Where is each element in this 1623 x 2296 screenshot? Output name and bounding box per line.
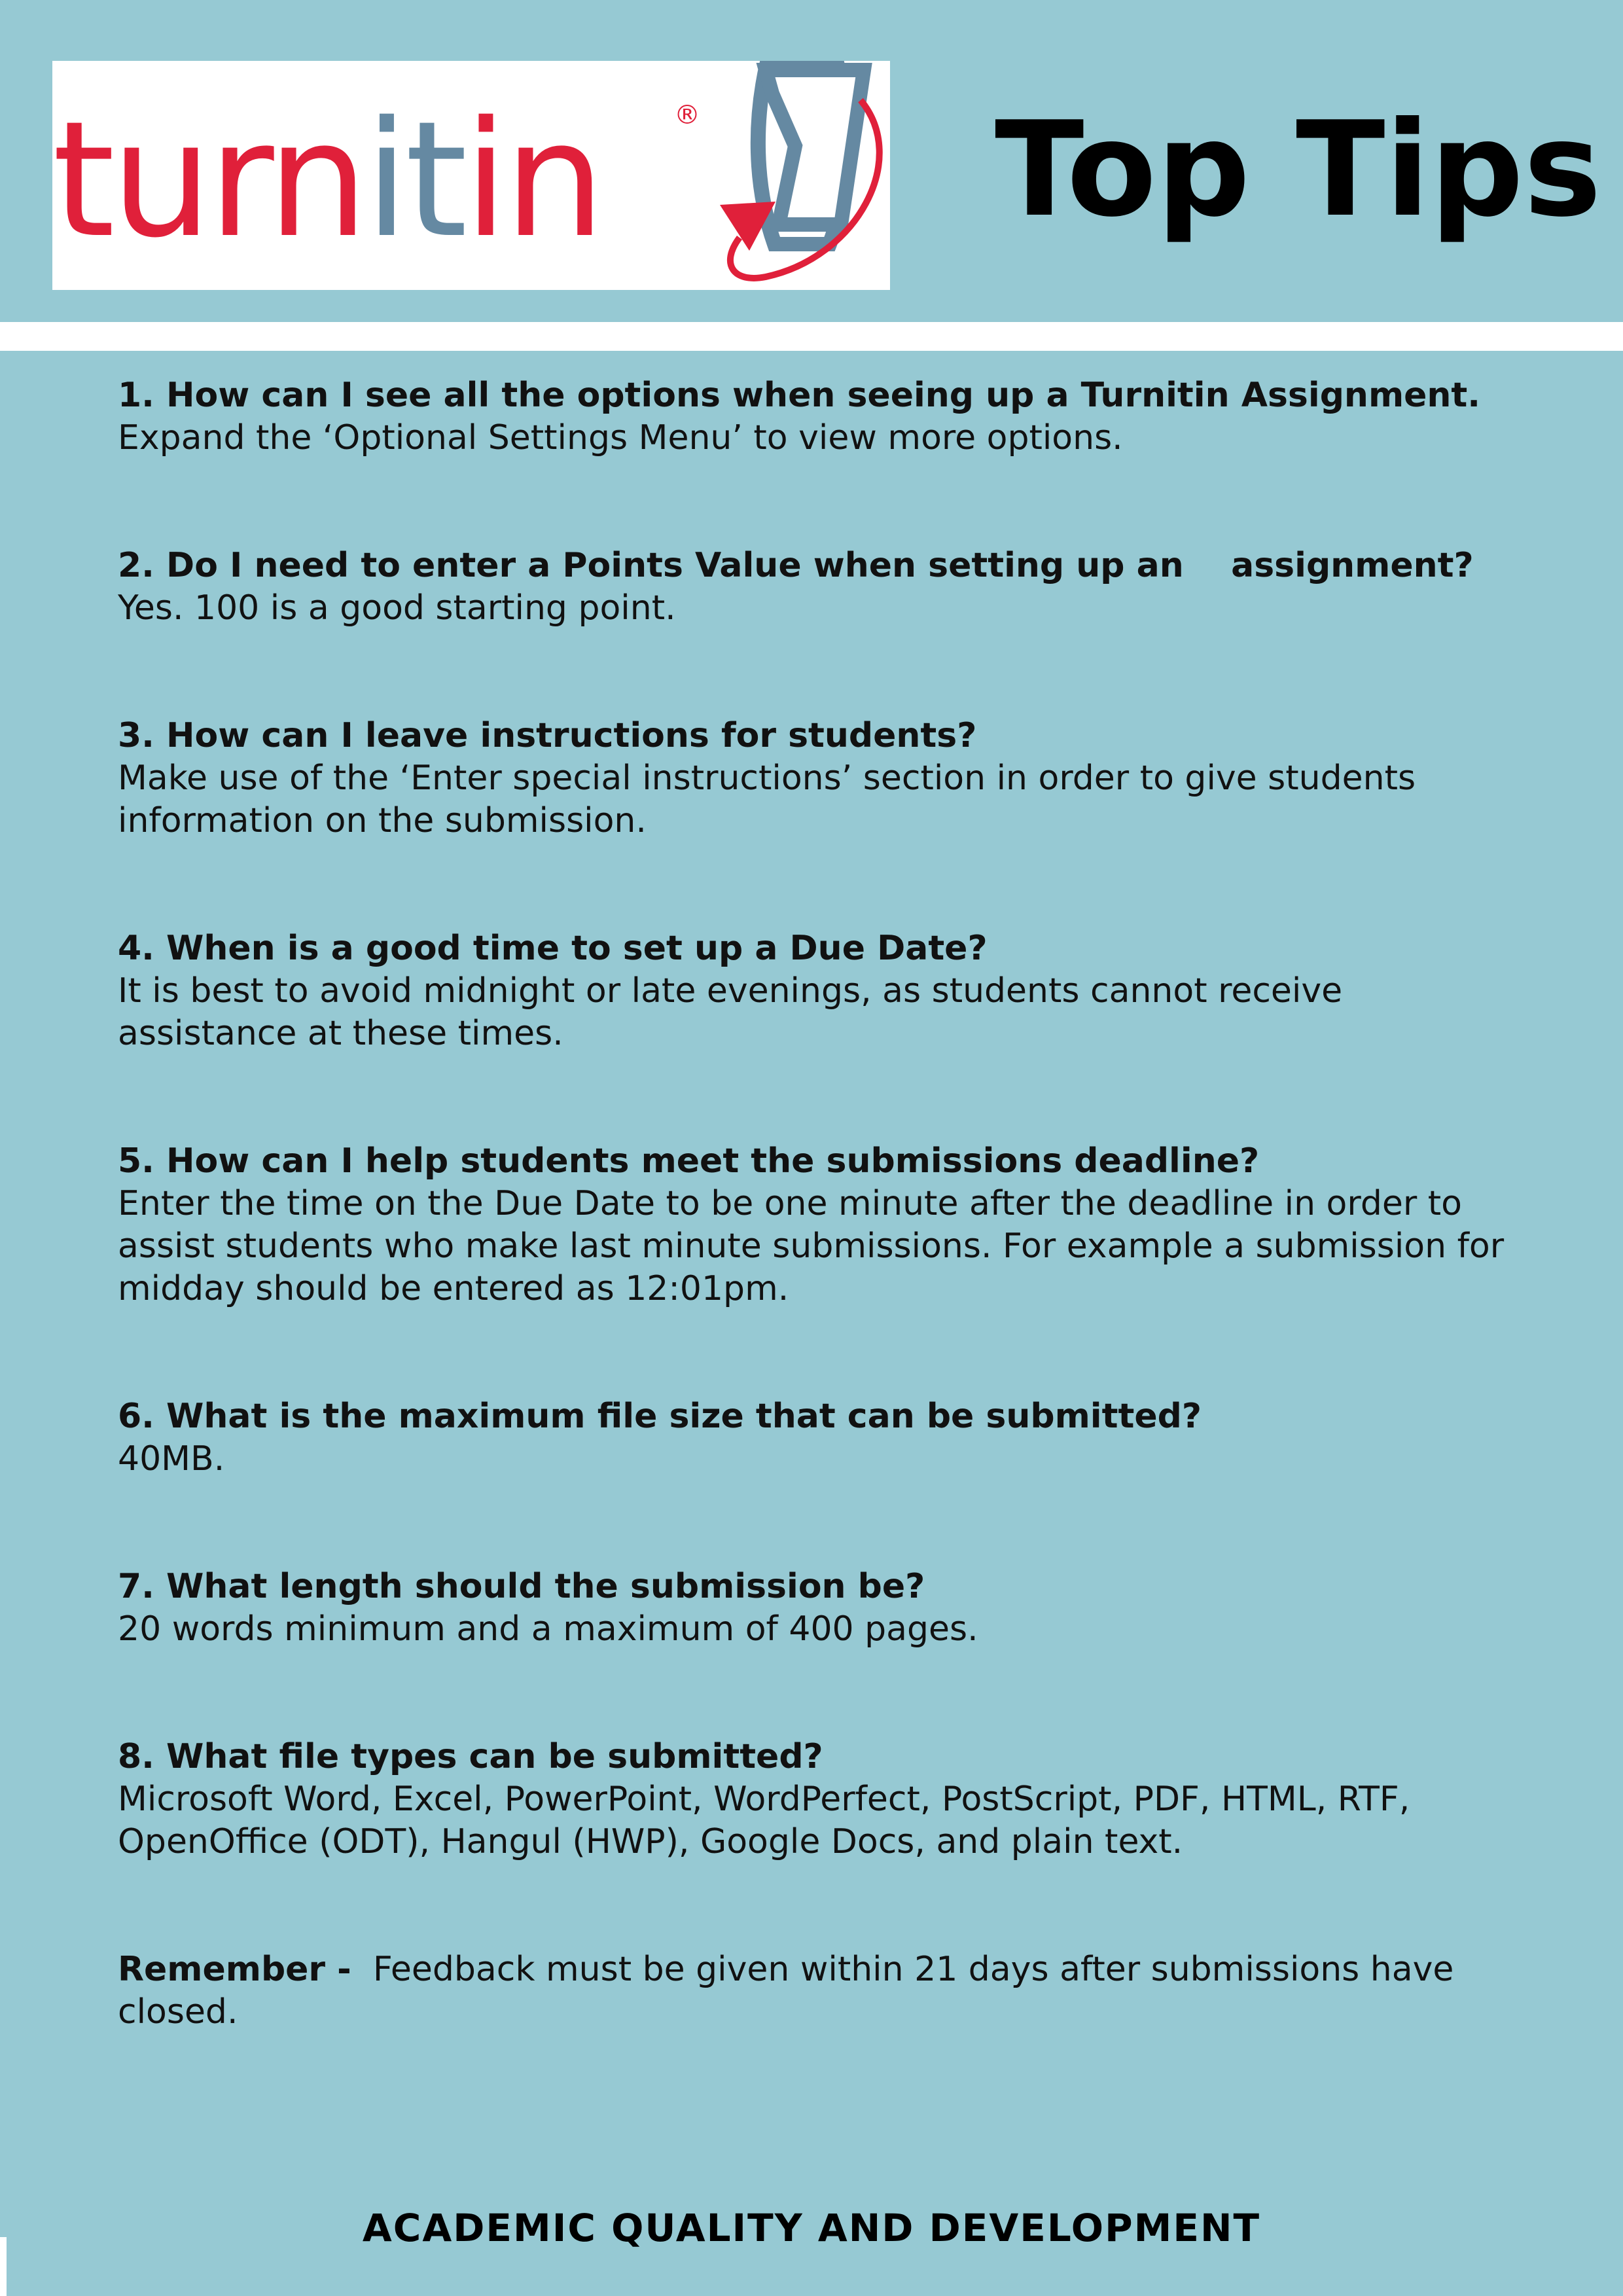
tip-answer: Expand the ‘Optional Settings Menu’ to view more options. — [118, 418, 1123, 457]
tip-question: 2. Do I need to enter a Points Value when setting up an assignment? — [118, 546, 1474, 585]
remember-note — [118, 1948, 1531, 2034]
registered-mark: ® — [674, 100, 700, 130]
turnitin-logo — [52, 61, 890, 290]
tip-answer: 20 words minimum and a maximum of 400 pages. — [118, 1609, 978, 1649]
document-arrow-icon — [694, 61, 890, 290]
tip-item — [118, 1566, 1531, 1651]
tip-question: 8. What file types can be submitted? — [118, 1737, 823, 1776]
tip-question: 4. When is a good time to set up a Due Date? — [118, 929, 988, 968]
tip-item — [118, 545, 1531, 630]
page-title: Top Tips — [995, 94, 1602, 246]
remember-lead: Remember - — [118, 1950, 351, 1989]
tip-answer: Microsoft Word, Excel, PowerPoint, WordPerfect, PostScript, PDF, HTML, RTF, OpenOffice (ODT), Hangul (HWP), Google Docs, and plain text. — [118, 1780, 1410, 1861]
tip-answer: 40MB. — [118, 1439, 225, 1479]
logo-text-it: it — [365, 87, 464, 273]
logo-text-in: in — [463, 87, 601, 273]
header — [0, 0, 1623, 322]
tip-item — [118, 927, 1531, 1055]
logo-wordmark — [52, 87, 601, 273]
tip-question: 1. How can I see all the options when seeing up a Turnitin Assignment. — [118, 376, 1481, 415]
remember-text: Feedback must be given within 21 days after submissions have closed. — [118, 1950, 1454, 2032]
tips-list — [118, 374, 1531, 2034]
tip-answer: Make use of the ‘Enter special instructions’ section in order to give students information on the submission. — [118, 759, 1416, 840]
tip-item — [118, 1736, 1531, 1863]
tip-question: 7. What length should the submission be? — [118, 1567, 925, 1606]
tip-item — [118, 1395, 1531, 1480]
logo-text-turn: turn — [52, 87, 365, 273]
footer-department: ACADEMIC QUALITY AND DEVELOPMENT — [362, 2206, 1261, 2250]
tip-question: 6. What is the maximum file size that can be submitted? — [118, 1397, 1202, 1436]
header-divider — [0, 322, 1623, 351]
tip-question: 3. How can I leave instructions for students? — [118, 716, 977, 755]
tip-item — [118, 374, 1531, 459]
tip-question: 5. How can I help students meet the submissions deadline? — [118, 1141, 1260, 1181]
corner-mark — [0, 2237, 7, 2296]
tip-answer: It is best to avoid midnight or late evenings, as students cannot receive assistance at these times. — [118, 971, 1343, 1053]
tip-answer: Enter the time on the Due Date to be one minute after the deadline in order to assist students who make last minute submissions. For example a submission for midday should be entered as 12:01pm. — [118, 1184, 1505, 1308]
tip-answer: Yes. 100 is a good starting point. — [118, 588, 676, 628]
tip-item — [118, 1140, 1531, 1310]
tip-item — [118, 715, 1531, 842]
